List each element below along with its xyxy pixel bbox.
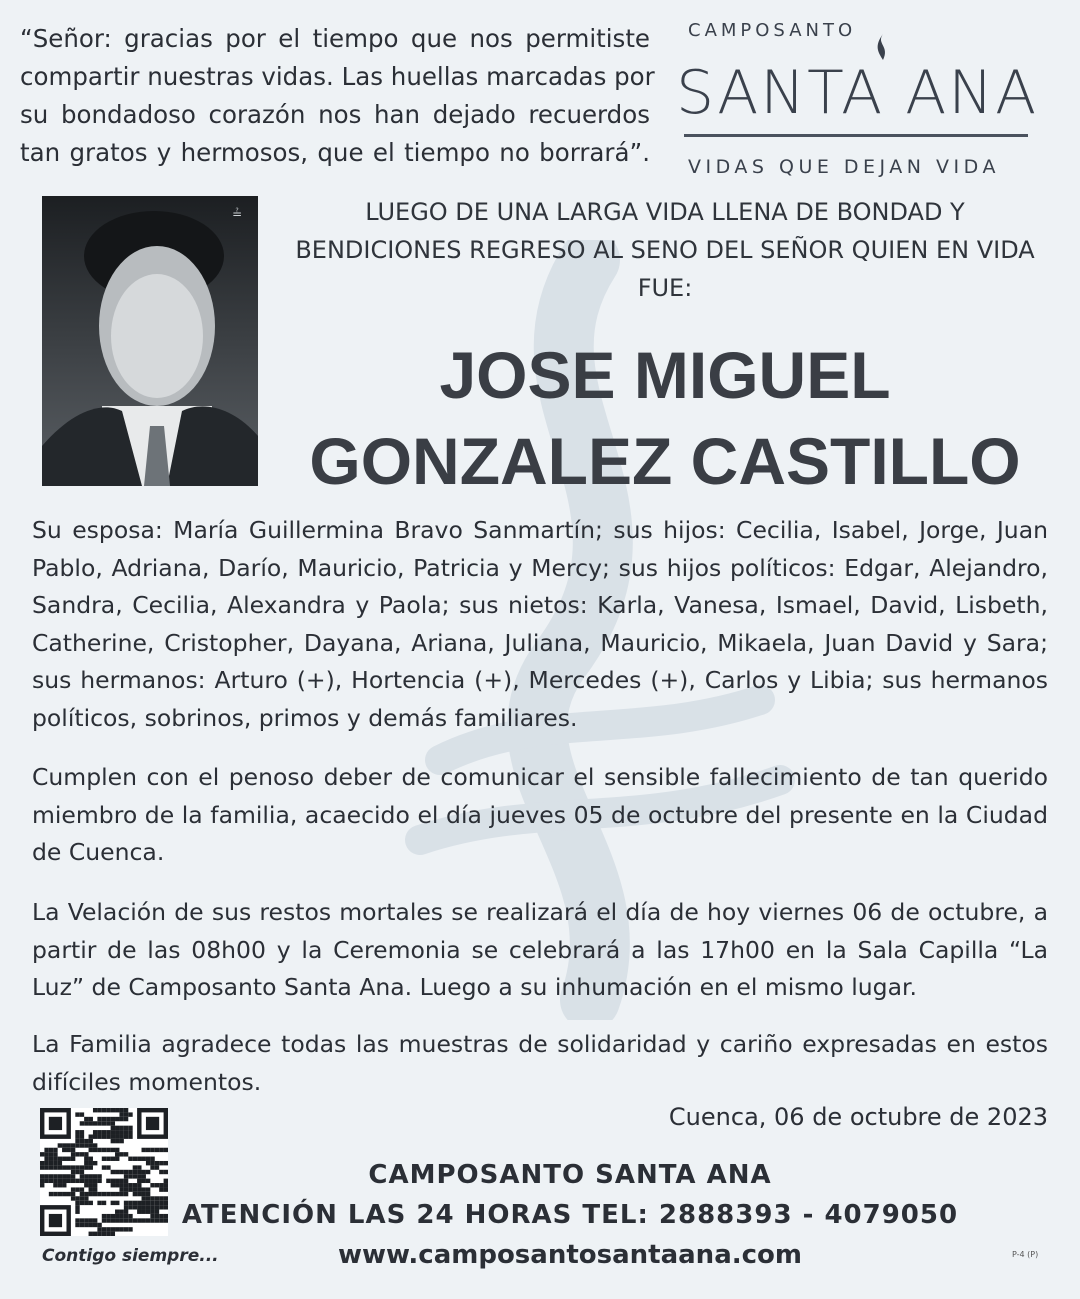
flame-icon xyxy=(872,32,894,62)
opening-quote xyxy=(20,20,655,172)
logo-divider xyxy=(684,134,1028,137)
svg-text:≟: ≟ xyxy=(232,207,243,221)
camposanto-logo xyxy=(672,18,1052,188)
date-place: Cuenca, 06 de octubre de 2023 xyxy=(668,1103,1048,1131)
intro-text: LUEGO DE UNA LARGA VIDA LLENA DE BONDAD Y BENDICIONES REGRESO AL SENO DEL SEÑOR QUIEN EN VIDA FUE: xyxy=(295,198,1035,302)
deceased-photo xyxy=(42,196,258,486)
quote-line: “Señor: gracias por el tiempo que nos permitiste xyxy=(20,24,650,53)
ceremony-paragraph: La Velación de sus restos mortales se realizará el día de hoy viernes 06 de octubre, a partir de las 08h00 y la Ceremonia se celebrará a las 17h00 en la Sala Capilla “La Luz” de Camposanto Santa Ana. Luego a su inhumación en el mismo lugar. xyxy=(32,898,1048,1001)
deceased-name xyxy=(290,332,1040,504)
logo-main-text: SANTA ANA xyxy=(676,58,1039,128)
qr-code-icon xyxy=(40,1108,168,1236)
logo-tagline: VIDAS QUE DEJAN VIDA xyxy=(688,156,1000,178)
name-line-1: JOSE MIGUEL xyxy=(439,338,891,412)
thanks-paragraph: La Familia agradece todas las muestras de solidaridad y cariño expresadas en estos difíciles momentos. xyxy=(32,1030,1048,1096)
announcement-paragraph: Cumplen con el penoso deber de comunicar el sensible fallecimiento de tan querido miembro de la familia, acaecido el día jueves 05 de octubre del presente en la Ciudad de Cuenca. xyxy=(32,763,1048,866)
family-paragraph: Su esposa: María Guillermina Bravo Sanmartín; sus hijos: Cecilia, Isabel, Jorge, Juan Pablo, Adriana, Darío, Mauricio, Patricia y Mercy; sus hijos políticos: Edgar, Alejandro, Sandra, Cecilia, Alexandra y Paola; sus nietos: Karla, Vanesa, Ismael, David, Lisbeth, Catherine, Cristopher, Dayana, Ariana, Juliana, Mauricio, Mikaela, Juan David y Sara; sus hermanos: Arturo (+), Hortencia (+), Mercedes (+), Carlos y Libia; sus hermanos políticos, sobrinos, primos y demás familiares. xyxy=(32,516,1048,732)
company-name: CAMPOSANTO SANTA ANA xyxy=(368,1160,772,1190)
quote-line: tan gratos y hermosos, que el tiempo no borrará”. xyxy=(20,138,650,167)
phone-line: ATENCIÓN LAS 24 HORAS TEL: 2888393 - 4079050 xyxy=(181,1200,959,1230)
slogan: Contigo siempre... xyxy=(42,1246,219,1266)
print-code: P-4 (P) xyxy=(1012,1250,1039,1259)
quote-line: su bondadoso corazón nos han dejado recuerdos xyxy=(20,100,650,129)
name-line-2: GONZALEZ CASTILLO xyxy=(309,424,1021,498)
website-link[interactable]: www.camposantosantaana.com xyxy=(338,1240,802,1270)
logo-top-text: CAMPOSANTO xyxy=(688,20,857,41)
quote-line: compartir nuestras vidas. Las huellas marcadas por xyxy=(20,62,655,91)
